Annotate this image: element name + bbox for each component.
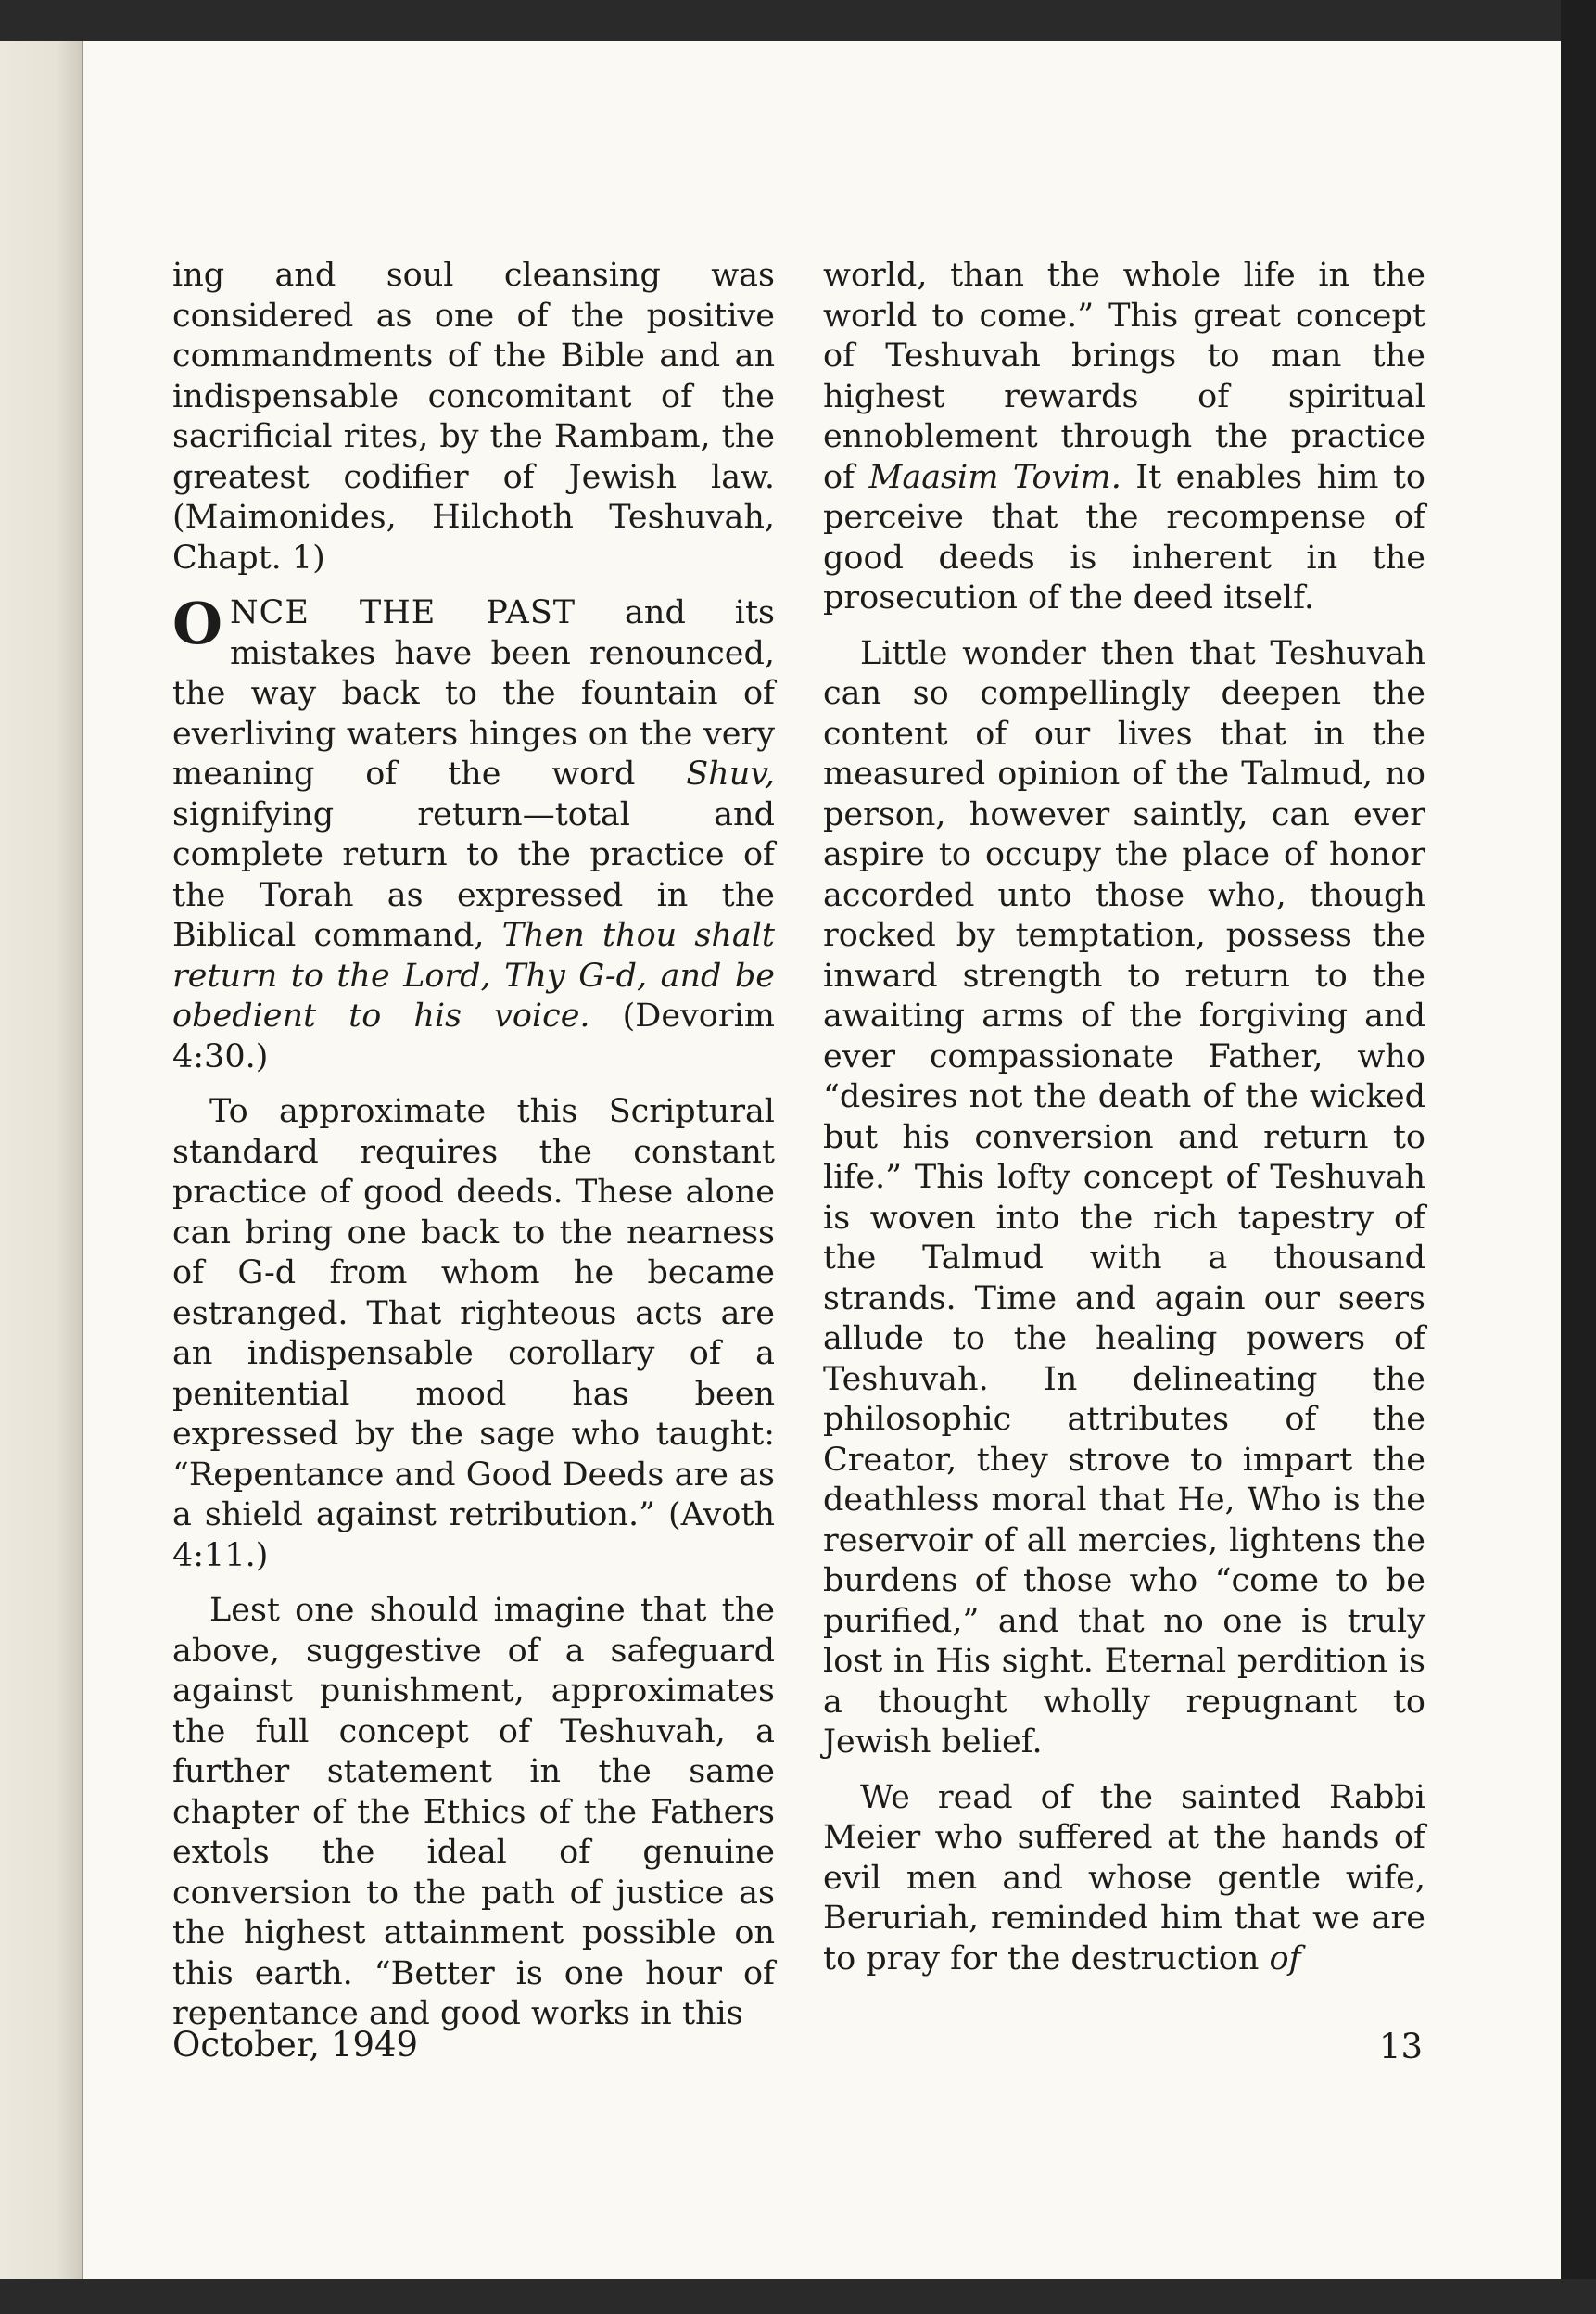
paragraph-text: Little wonder then that Teshuvah can so compellingly deepen the content of our lives that in the measured opinion of the Talmud, no person, however saintly, can ever aspire to occupy the place of honor accorded unto those who, though rocked by temptation, possess the inward strength to return to the awaiting arms of the forgiving and ever compassionate Father, who “desires not the death of the wicked but his conversion and return to life.” This lofty concept of Teshuvah is woven into the rich tapestry of the Talmud with a thousand strands. Time and again our seers allude to the healing powers of Teshuvah. In delineating the philosophic attributes of the Creator, they strove to impart the deathless moral that He, Who is the reservoir of all mercies, lightens the burdens of those who “come to be purified,” and that no one is truly lost in His sight. Eternal perdition is a thought wholly repugnant to Jewish belief. (823, 634, 1425, 1761)
scan-border-top (0, 0, 1596, 41)
paragraph (823, 634, 1425, 1763)
italic-term: Shuv, (686, 756, 775, 793)
paragraph-text: and its mistakes have been renounced, the way back to the fountain of everliving waters hinges on the very meaning of the word (172, 594, 775, 793)
paragraph-text: Lest one should imagine that the above, suggestive of a safeguard against punishment, approximates the full concept of Teshuvah, a further statement in the same chapter of the Ethics of the Fathers extols the ideal of genuine conversion to the path of justice as the highest attainment possible on this earth. “Better is one hour of repentance and good works in this (172, 1592, 775, 2032)
paragraph-text: To approximate this Scriptural standard requires the constant practice of good deeds. These alone can bring one back to the nearness of G-d from whom he became estranged. That righteous acts are an indispensable corollary of a penitential mood has been expressed by the sage who taught: “Repentance and Good Deeds are as a shield against retribution.” (Avoth 4:11.) (172, 1093, 775, 1574)
drop-cap: O (172, 590, 223, 657)
scan-border-right (1561, 0, 1596, 2314)
paragraph (823, 256, 1425, 619)
italic-word: of (1269, 1939, 1301, 1977)
small-caps-lead: NCE THE PAST (230, 594, 576, 631)
facing-page-edge (0, 41, 83, 2279)
paragraph-text: world, than the whole life in the world to come.” This great concept of Teshuvah brings to man the highest rewards of spiritual ennoblement through the practice of (823, 257, 1425, 496)
scan-border-bottom (0, 2279, 1596, 2314)
section-opening-paragraph (172, 590, 775, 1077)
paragraph (172, 1591, 775, 2035)
paragraph-text: ing and soul cleansing was considered as one of the positive commandments of the Bible and an indispensable concomitant of the sacrificial rites, by the Rambam, the greatest codifier of Jewish law. (Maimonides, Hilchoth Teshuvah, Chapt. 1) (172, 257, 775, 577)
right-column (823, 256, 1425, 1994)
citation: (Devorim 4:30.) (172, 998, 775, 1075)
paragraph-text: It enables him to perceive that the recompense of good deeds is inherent in the prosecution of the deed itself. (823, 458, 1425, 617)
paragraph (172, 1092, 775, 1576)
left-column (172, 256, 775, 2050)
paragraph (172, 256, 775, 578)
paragraph (823, 1778, 1425, 1980)
page-number: 13 (1379, 2027, 1424, 2066)
italic-quote: Then thou shalt return to the Lord, Thy G-d, and be obedient to his voice. (172, 917, 775, 1035)
issue-date: October, 1949 (172, 2025, 419, 2065)
paragraph-text: We read of the sainted Rabbi Meier who suffered at the hands of evil men and whose gentle wife, Beruriah, reminded him that we are to pray for the destruction (823, 1778, 1425, 1977)
italic-term: Maasim Tovim. (868, 458, 1121, 496)
paragraph-text: signifying return—total and complete return to the practice of the Torah as expressed in the Biblical command, (172, 795, 775, 954)
